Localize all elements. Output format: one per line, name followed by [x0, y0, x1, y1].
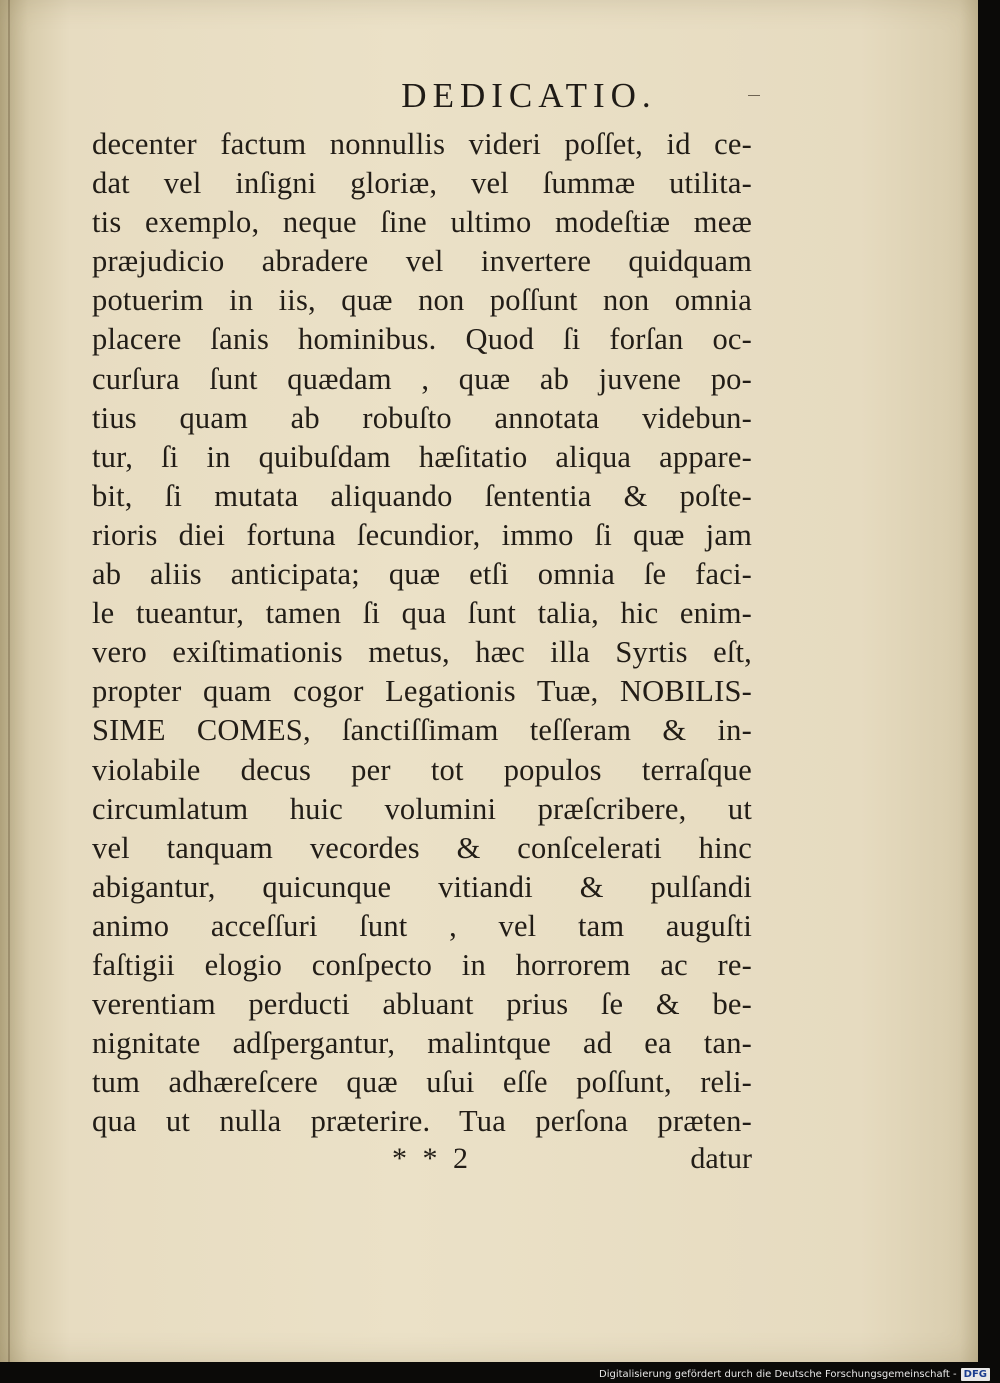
- text-line: curſura ſunt quædam , quæ ab juvene po-: [92, 361, 752, 396]
- dfg-logo: DFG: [961, 1368, 990, 1381]
- text-line: abigantur, quicunque vitiandi & pulſandi: [92, 869, 752, 904]
- text-line: SIME COMES, ſanctiſſimam teſſeram & in-: [92, 713, 752, 748]
- text-line: circumlatum huic volumini præſcribere, ut: [92, 791, 752, 826]
- page-footer: [92, 1142, 752, 1182]
- catchword: datur: [690, 1142, 752, 1175]
- digitization-credit: [599, 1368, 990, 1381]
- text-line: tur, ſi in quibuſdam hæſitatio aliqua appare-: [92, 439, 752, 474]
- text-line: bit, ſi mutata aliquando ſententia & poſte-: [92, 478, 752, 513]
- text-line: tius quam ab robuſto annotata videbun-: [92, 400, 752, 435]
- text-line: tum adhæreſcere quæ uſui eſſe poſſunt, reli-: [92, 1065, 752, 1100]
- text-line: rioris diei fortuna ſecundior, immo ſi quæ jam: [92, 517, 752, 552]
- text-line: qua ut nulla præterire. Tua perſona præten-: [92, 1104, 752, 1139]
- text-line: vel tanquam vecordes & conſcelerati hinc: [92, 830, 752, 865]
- text-line: animo acceſſuri ſunt , vel tam auguſti: [92, 908, 752, 943]
- text-line: vero exiſtimationis metus, hæc illa Syrtis eſt,: [92, 635, 752, 670]
- margin-mark: [748, 95, 760, 96]
- text-line: præjudicio abradere vel invertere quidquam: [92, 244, 752, 279]
- text-line: decenter factum nonnullis videri poſſet, id ce-: [92, 127, 752, 161]
- credit-text: Digitalisierung gefördert durch die Deutsche Forschungsgemeinschaft -: [599, 1369, 957, 1380]
- text-line: nignitate adſpergantur, malintque ad ea tan-: [92, 1026, 752, 1061]
- text-line: tis exemplo, neque ſine ultimo modeſtiæ meæ: [92, 205, 752, 240]
- text-line: faſtigii elogio conſpecto in horrorem ac re-: [92, 947, 752, 982]
- page-spine-shadow: [8, 0, 10, 1362]
- text-line: potuerim in iis, quæ non poſſunt non omnia: [92, 283, 752, 318]
- signature-mark: * * 2: [392, 1142, 472, 1175]
- text-line: le tueantur, tamen ſi qua ſunt talia, hic enim-: [92, 596, 752, 631]
- text-line: placere ſanis hominibus. Quod ſi forſan oc-: [92, 322, 752, 357]
- body-text: [92, 125, 752, 1141]
- text-line: dat vel inſigni gloriæ, vel ſummæ utilita-: [92, 166, 752, 201]
- running-header: [0, 76, 978, 116]
- text-line: verentiam perducti abluant prius ſe & be-: [92, 987, 752, 1022]
- text-line: violabile decus per tot populos terraſque: [92, 752, 752, 787]
- text-line: propter quam cogor Legationis Tuæ, NOBILIS-: [92, 674, 752, 709]
- header-title: DEDICATIO.: [401, 76, 657, 115]
- text-line: ab aliis anticipata; quæ etſi omnia ſe faci-: [92, 557, 752, 592]
